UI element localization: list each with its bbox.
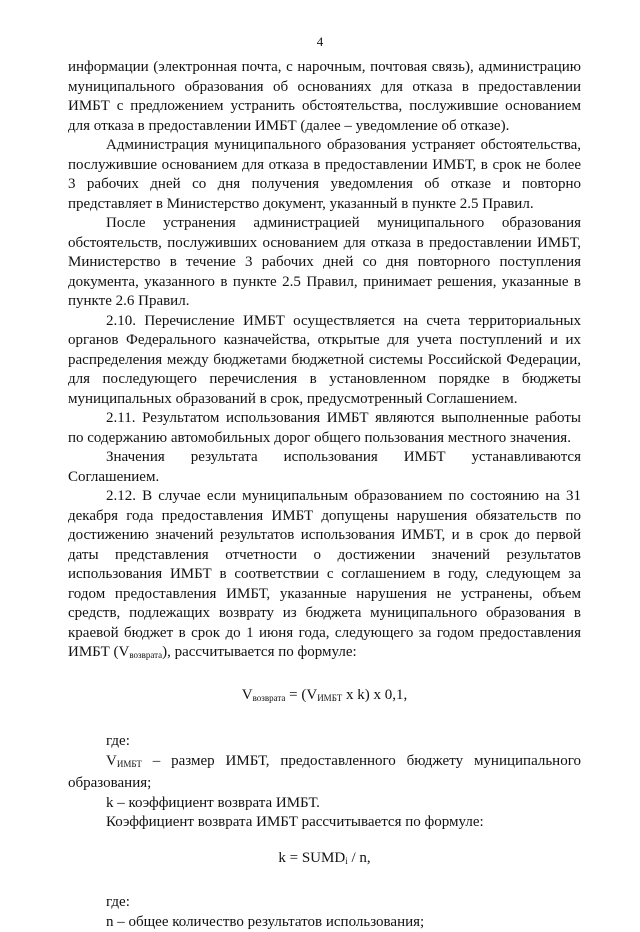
formula-k-end: / n, <box>348 850 371 866</box>
paragraph-after-elimination: После устранения администрацией муниципального образования обстоятельств, послуживших основанием для отказа в предоставлении ИМБТ, Министерство в течение 3 рабочих дней со дня повторного поступления документа, указанного в пункте 2.5 Правил, принимает решения, указанные в пункте 2.6 Правил. <box>68 214 581 312</box>
paragraph-administration: Администрация муниципального образования устраняет обстоятельства, послужившие основанием для отказа в предоставлении ИМБТ, в срок не более 3 рабочих дней со дня получения уведомления об отказе и повторно представляет в Министерство документ, указанный в пункте 2.5 Правил. <box>68 136 581 214</box>
page-number: 4 <box>0 34 640 50</box>
definition-v-text: – размер ИМБТ, предоставленного бюджету муниципального образования; <box>68 753 581 792</box>
subscript-return: возврата <box>129 650 162 660</box>
paragraph-coefficient: Коэффициент возврата ИМБТ рассчитывается по формуле: <box>68 813 581 833</box>
definition-v-imbt <box>68 752 581 794</box>
formula-k-main: k = SUMD <box>278 850 345 866</box>
formula-end: x k) x 0,1, <box>342 687 407 703</box>
paragraph-2-12 <box>68 487 581 666</box>
document-body <box>68 58 581 932</box>
where-label-1: где: <box>68 732 581 752</box>
formula-eq: = (V <box>285 687 317 703</box>
formula-return-volume <box>68 686 581 709</box>
paragraph-2-12-text: 2.12. В случае если муниципальным образованием по состоянию на 31 декабря года предоставления ИМБТ допущены нарушения обязательств по достижению значений результатов использования ИМБТ, и в срок до первой даты представления отчетности о достижении значений результатов использования ИМБТ в соответствии с соглашением в году, следующем за годом предоставления ИМБТ, указанные нарушения не устранены, объем средств, подлежащих возврату из бюджета муниципального образования в краевой бюджет в срок до 1 июня года, следующего за годом предоставления ИМБТ (V <box>68 488 581 660</box>
formula-sub-return: возврата <box>253 693 286 703</box>
definition-n: n – общее количество результатов использования; <box>68 913 581 932</box>
paragraph-2-11: 2.11. Результатом использования ИМБТ являются выполненные работы по содержанию автомобильных дорог общего пользования местного значения. <box>68 409 581 448</box>
paragraph-2-10: 2.10. Перечисление ИМБТ осуществляется на счета территориальных органов Федерального казначейства, открытые для учета поступлений и их распределения между бюджетами бюджетной системы Российской Федерации, для последующего перечисления в установленном порядке в бюджеты муниципальных образований в срок, предусмотренный Соглашением. <box>68 312 581 410</box>
paragraph-result-values: Значения результата использования ИМБТ устанавливаются Соглашением. <box>68 448 581 487</box>
where-label-2: где: <box>68 893 581 913</box>
formula-v: V <box>242 687 253 703</box>
definition-sub-imbt: ИМБТ <box>117 759 142 769</box>
formula-sub-imbt: ИМБТ <box>317 693 342 703</box>
paragraph-2-12-end: ), рассчитывается по формуле: <box>162 644 357 660</box>
formula-sub-i: i <box>345 856 348 866</box>
paragraph-continuation: информации (электронная почта, с нарочным, почтовая связь), администрацию муниципального образования об основаниях для отказа в предоставлении ИМБТ с предложением устранить обстоятельства, послужившие основанием для отказа в предоставлении ИМБТ (далее – уведомление об отказе). <box>68 58 581 136</box>
definition-k: k – коэффициент возврата ИМБТ. <box>68 794 581 814</box>
formula-coefficient <box>68 849 581 872</box>
definition-v: V <box>106 753 117 769</box>
